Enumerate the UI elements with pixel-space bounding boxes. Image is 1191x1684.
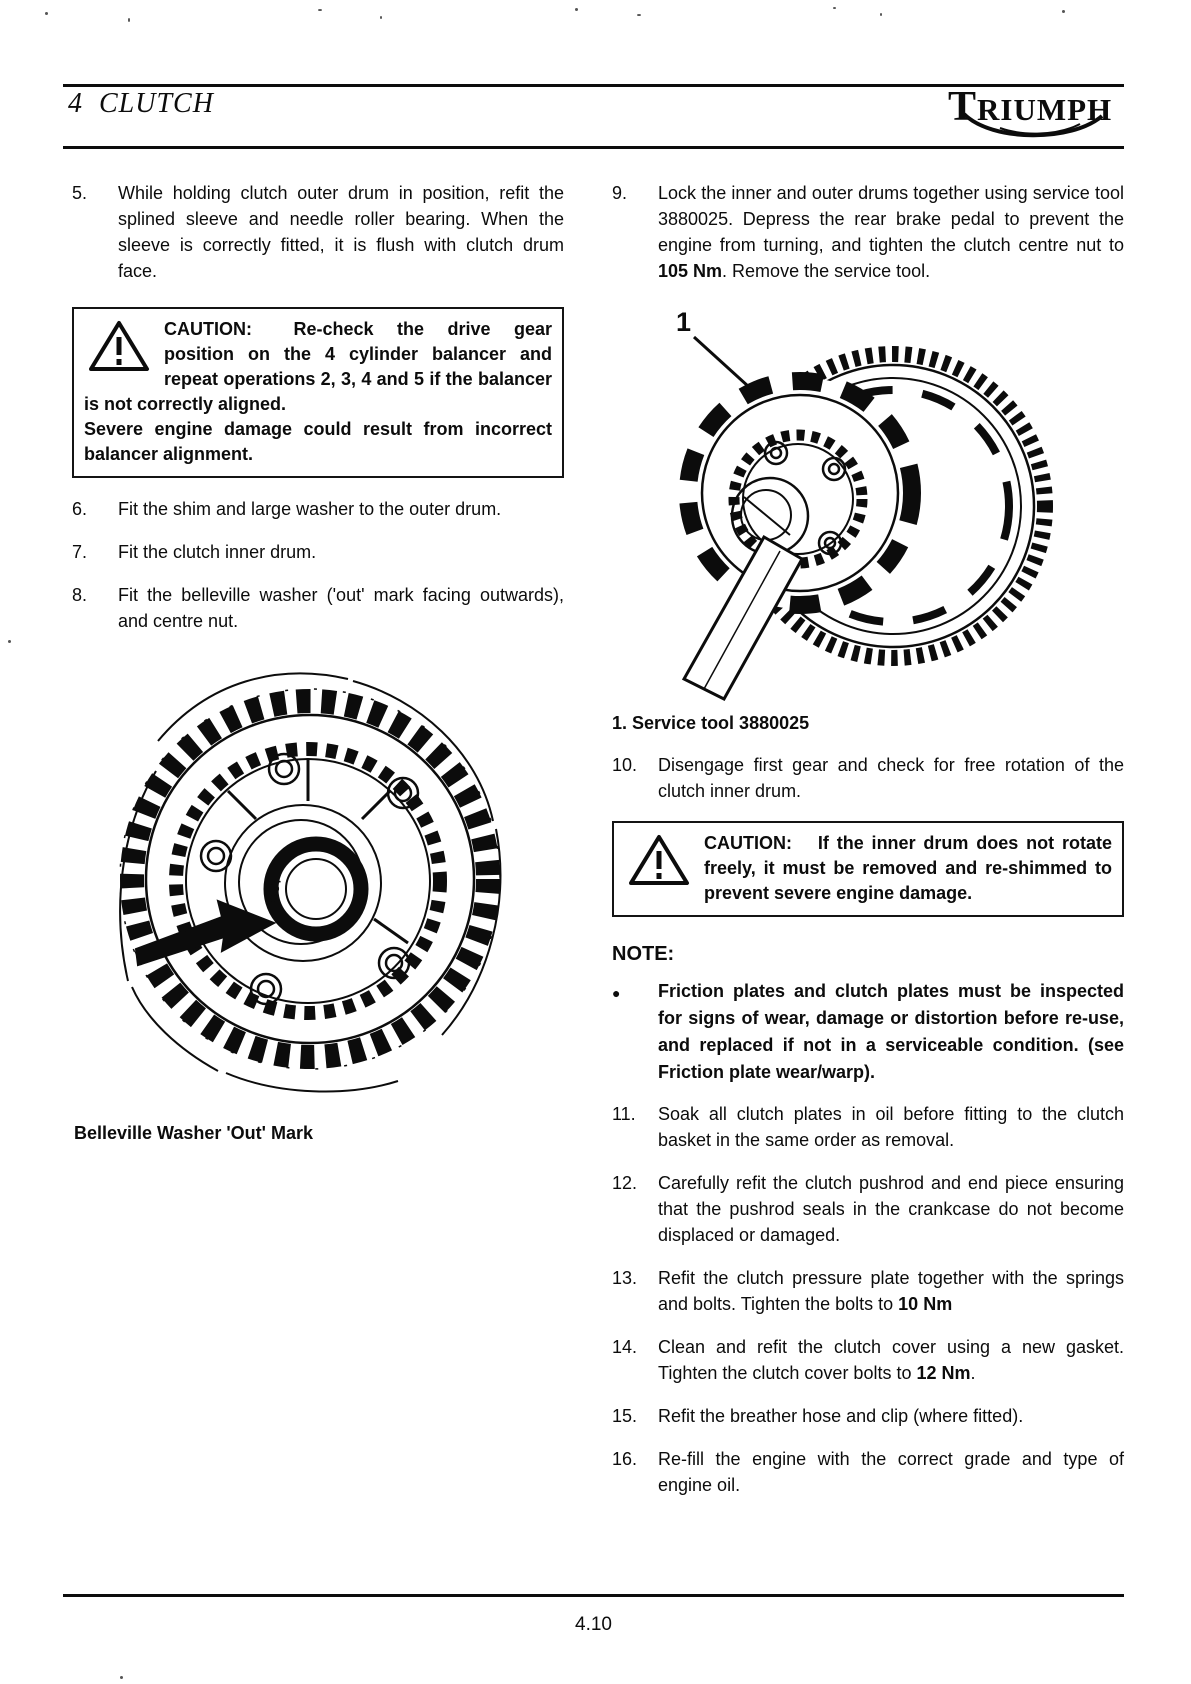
- triumph-logo: [948, 86, 1126, 142]
- scan-speck: [637, 14, 641, 16]
- note-bullet-item: [612, 978, 1124, 1086]
- caution-label: CAUTION:: [164, 319, 252, 339]
- step-7: [72, 539, 564, 565]
- scan-speck: [120, 1676, 123, 1679]
- step-number: 7.: [72, 542, 88, 562]
- step-number: 14.: [612, 1337, 638, 1357]
- caution-label: CAUTION:: [704, 833, 792, 853]
- step-6: [72, 496, 564, 522]
- step-number: 12.: [612, 1173, 638, 1193]
- step-number: 15.: [612, 1406, 638, 1426]
- step-10: [612, 752, 1124, 804]
- figure-caption-service-tool: 1. Service tool 3880025: [612, 713, 810, 733]
- caution-text-2: Severe engine damage could result from incorrect balancer alignment.: [84, 419, 552, 464]
- step-text: Refit the breather hose and clip (where fitted).: [658, 1406, 1024, 1426]
- step-text: Fit the belleville washer ('out' mark facing outwards), and centre nut.: [118, 585, 564, 631]
- note-text: Friction plates and clutch plates must be inspected for signs of wear, damage or distortion before re-use, and replaced if not in a serviceable condition. (see Friction plate wear/warp).: [658, 981, 1124, 1082]
- step-text: Clean and refit the clutch cover using a new gasket. Tighten the clutch cover bolts to 12 Nm.: [658, 1337, 1124, 1383]
- step-13: [612, 1265, 1124, 1317]
- scan-speck: [833, 7, 836, 9]
- torque-value: 12 Nm: [916, 1363, 971, 1383]
- header-rule-bottom: [63, 146, 1124, 149]
- service-tool-figure: [648, 301, 1060, 701]
- step-15: [612, 1403, 1124, 1429]
- section-title: 4 CLUTCH: [68, 88, 214, 119]
- footer-rule: [63, 1594, 1124, 1597]
- step-text: Re-fill the engine with the correct grade and type of engine oil.: [658, 1449, 1124, 1495]
- caution-text: If the inner drum does not rotate freely, it must be removed and re-shimmed to prevent severe engine damage.: [704, 833, 1112, 903]
- caution-box-inner-drum: [612, 821, 1124, 917]
- step-number: 8.: [72, 585, 88, 605]
- step-8: [72, 582, 564, 634]
- step-text: Fit the clutch inner drum.: [118, 542, 317, 562]
- scan-speck: [45, 12, 48, 15]
- torque-value: 10 Nm: [898, 1294, 953, 1314]
- step-14: [612, 1334, 1124, 1386]
- step-16: [612, 1446, 1124, 1498]
- page-number: 4.10: [575, 1614, 612, 1635]
- logo-swoosh-icon: [962, 112, 1112, 140]
- scan-speck: [318, 9, 322, 11]
- right-column: [612, 180, 1124, 1515]
- caution-box-balancer: [72, 307, 564, 478]
- scan-speck: [8, 640, 11, 643]
- step-number: 10.: [612, 755, 638, 775]
- step-number: 16.: [612, 1449, 638, 1469]
- figure-callout-1: 1: [676, 307, 692, 337]
- step-number: 9.: [612, 183, 628, 203]
- scan-speck: [380, 16, 382, 19]
- triumph-logo-text: TRIUMPH: [948, 84, 1113, 130]
- figure-caption-belleville: Belleville Washer 'Out' Mark: [74, 1123, 313, 1143]
- caution-text: Re-check the drive gear position on the 4 cylinder balancer and repeat operations 2, 3, 4 and 5 if the balancer is not correctly aligned.: [84, 319, 552, 414]
- step-11: [612, 1101, 1124, 1153]
- left-column: [72, 180, 564, 1144]
- washer-out-mark: OUT: [265, 875, 285, 904]
- step-text: Fit the shim and large washer to the outer drum.: [118, 499, 502, 519]
- scan-speck: [880, 13, 882, 16]
- step-number: 11.: [612, 1104, 636, 1124]
- pointer-arrow: [136, 901, 274, 965]
- warning-triangle-icon: [88, 319, 150, 373]
- step-12: [612, 1170, 1124, 1248]
- step-text: While holding clutch outer drum in position, refit the splined sleeve and needle roller bearing. When the sleeve is correctly fitted, it is flush with clutch drum face.: [118, 183, 564, 281]
- step-5: [72, 180, 564, 284]
- scan-speck: [128, 18, 130, 22]
- step-text: Carefully refit the clutch pushrod and end piece ensuring that the pushrod seals in the crankcase do not become displaced or damaged.: [658, 1173, 1124, 1245]
- step-text: Disengage first gear and check for free rotation of the clutch inner drum.: [658, 755, 1124, 801]
- step-text: Soak all clutch plates in oil before fitting to the clutch basket in the same order as removal.: [658, 1104, 1124, 1150]
- torque-value: 105 Nm: [658, 261, 723, 281]
- step-9: [612, 180, 1124, 284]
- belleville-washer-figure: [98, 651, 534, 1099]
- step-number: 5.: [72, 183, 88, 203]
- warning-triangle-icon: [628, 833, 690, 887]
- step-number: 6.: [72, 499, 88, 519]
- note-heading: NOTE:: [612, 943, 675, 965]
- scan-speck: [1062, 10, 1065, 13]
- scan-speck: [575, 8, 578, 11]
- step-text: Lock the inner and outer drums together using service tool 3880025. Depress the rear brake pedal to prevent the engine from turning, and tighten the clutch centre nut to 105 Nm. Remove the service tool.: [658, 183, 1124, 281]
- step-number: 13.: [612, 1268, 638, 1288]
- step-text: Refit the clutch pressure plate together with the springs and bolts. Tighten the bolts to 10 Nm: [658, 1268, 1124, 1314]
- bullet-glyph: ●: [612, 985, 621, 1001]
